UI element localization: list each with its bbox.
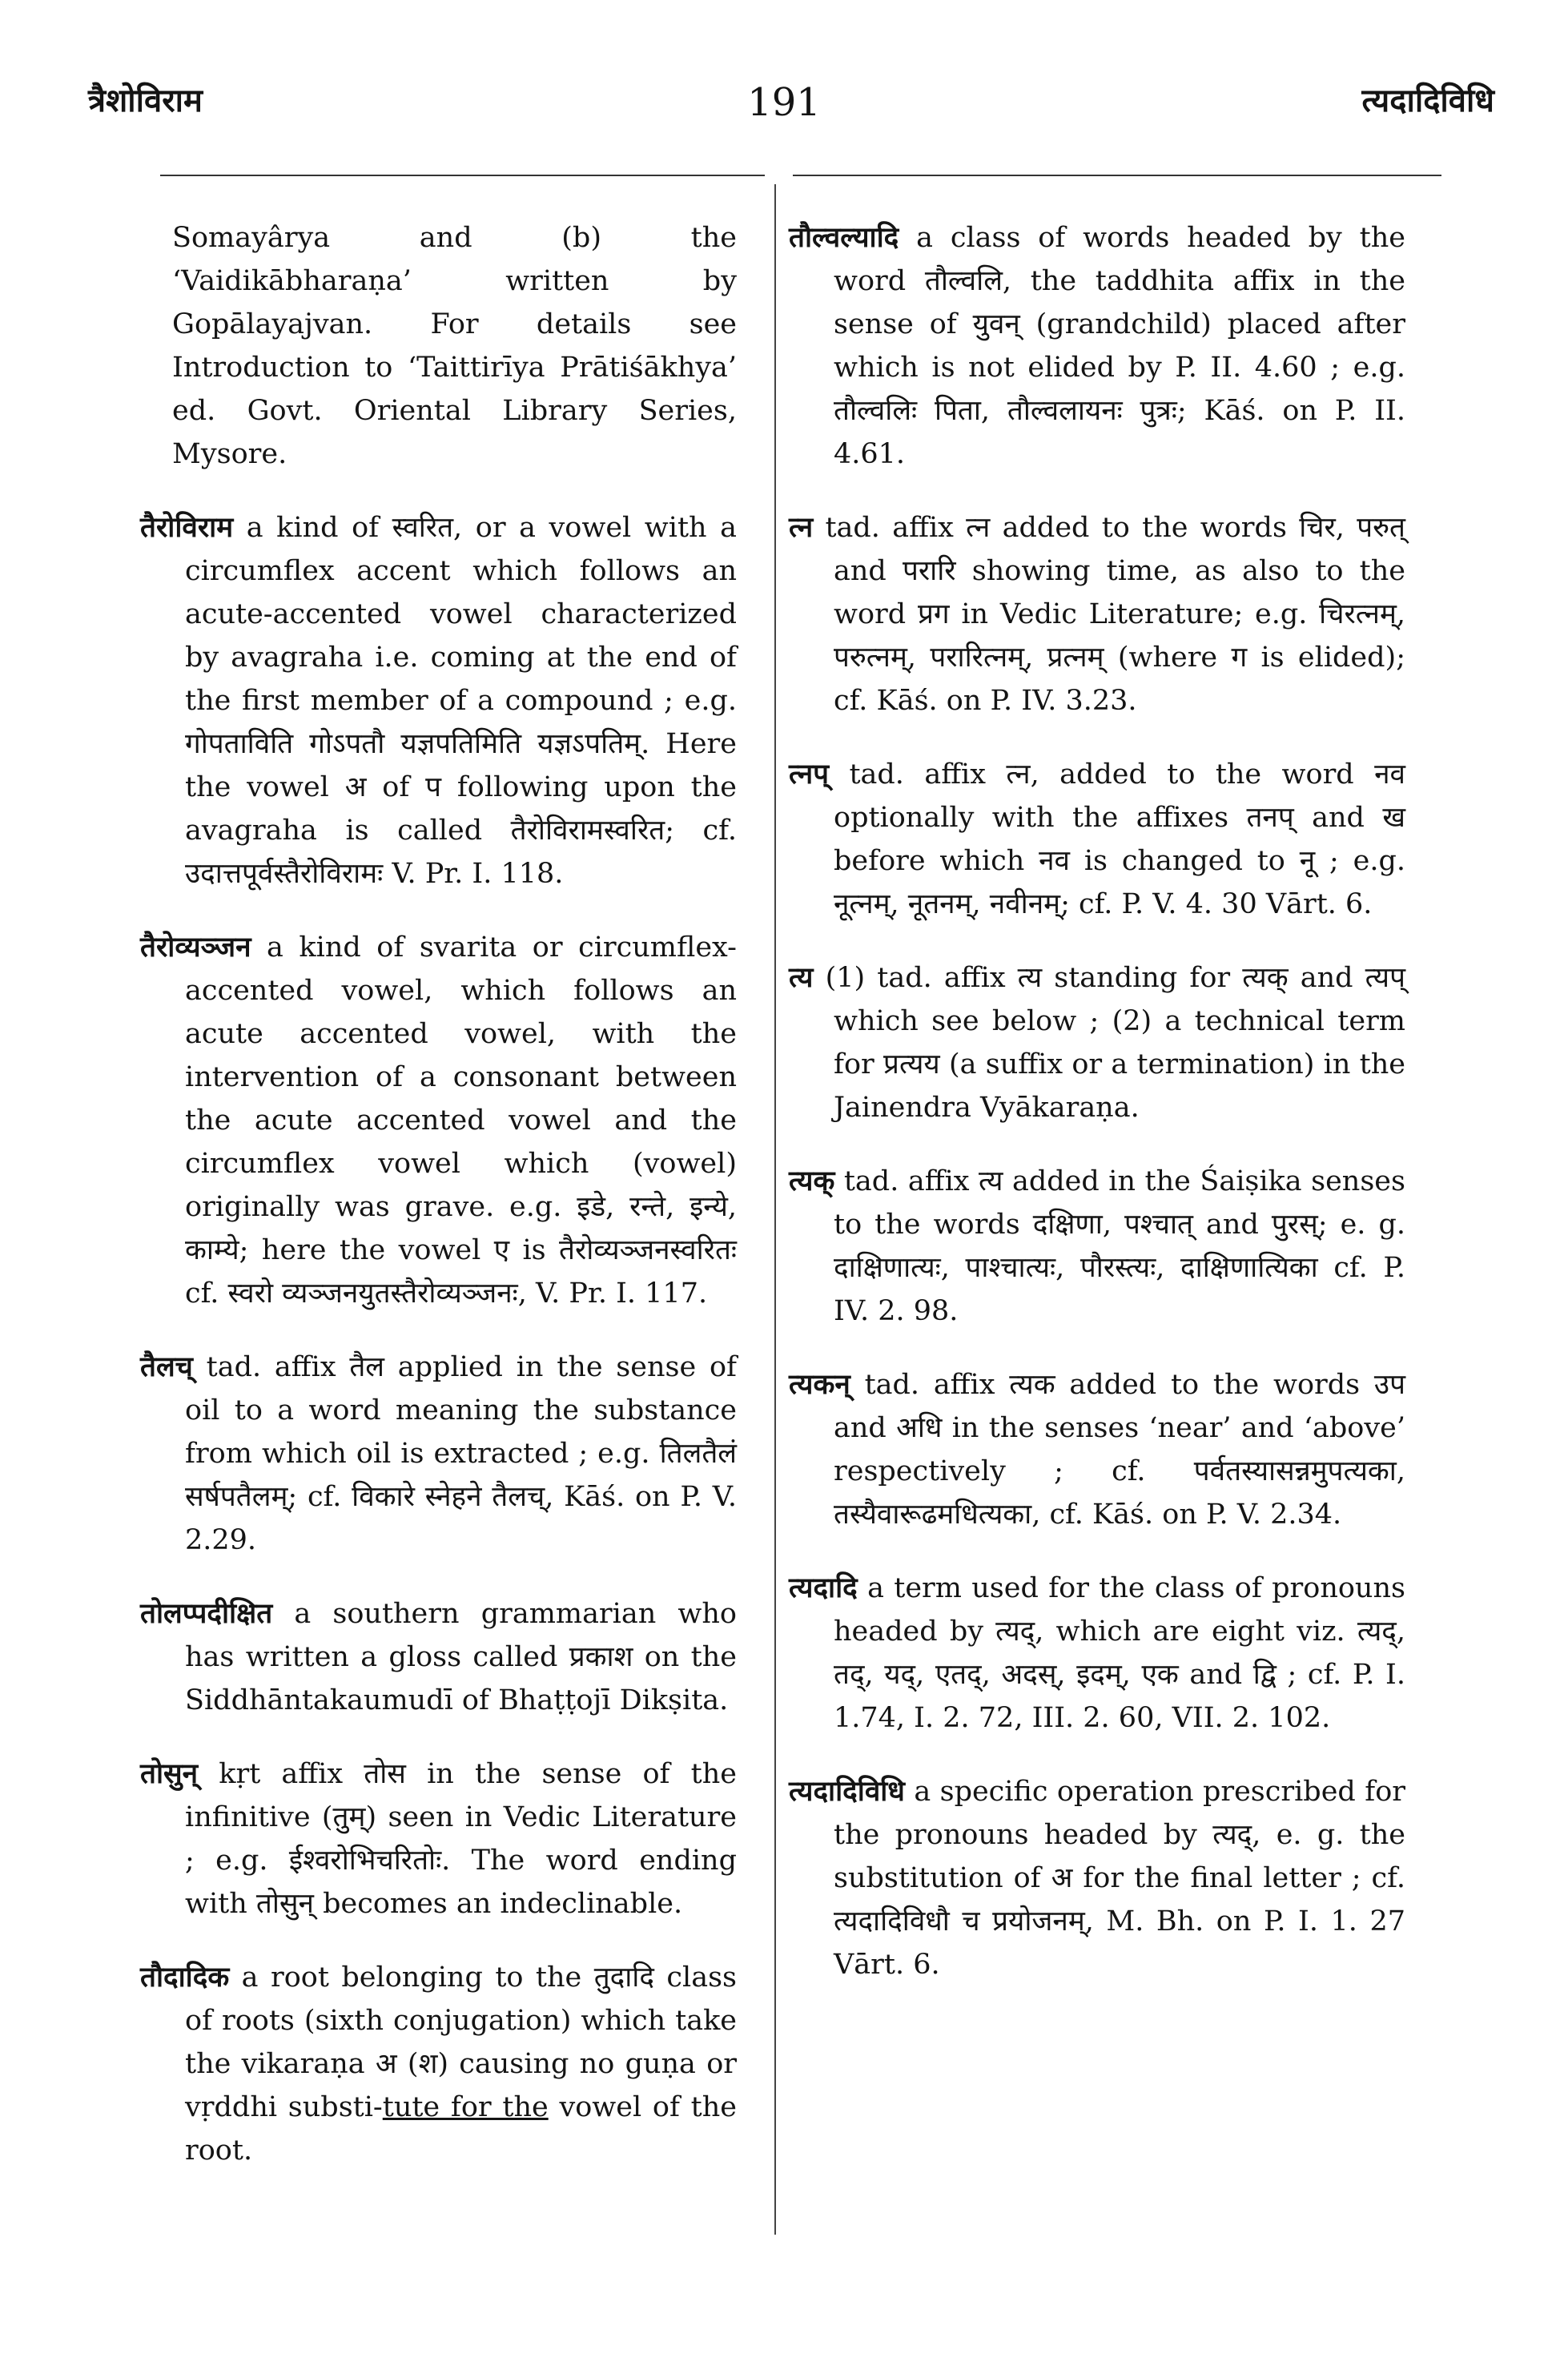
column-divider [774,184,776,2235]
entry-tna [789,506,1405,722]
entry-taulvalyadi [789,216,1405,476]
entry-tyak [789,1160,1405,1333]
headword: तैलच् [140,1350,193,1383]
headword: त्नप् [789,758,830,791]
entry-tya [789,956,1405,1129]
underlined-text: tute for the [382,2091,549,2123]
page-number: 191 [747,80,821,125]
definition: tad. affix त्न, added to the word नव optionally with the affixes तनप् and ख before which नव is changed to नू ; e.g. नूत्नम्, नूतनम्, नवीनम्; cf. P. V. 4. 30 Vārt. 6. [834,758,1405,920]
definition: tad. affix त्य added in the Śaiṣika senses to the words दक्षिणा, पश्चात् and पुरस्; e. g. दाक्षिणात्यः, पाश्चात्यः, पौरस्त्यः, दाक्षिणात्यिका cf. P. IV. 2. 98. [834,1165,1405,1327]
definition: a root belonging to the तुदादि class of roots (sixth conjugation) which take the vikaraṇa अ (श) causing no guṇa or vṛddhi substi- [185,1962,737,2123]
definition: a term used for the class of pronouns headed by त्यद्, which are eight viz. त्यद्, तद्, यद्, एतद्, अदस्, इदम्, एक and द्वि ; cf. P. I. 1.74, I. 2. 72, III. 2. 60, VII. 2. 102. [834,1572,1405,1734]
entry-tyakan [789,1363,1405,1536]
definition: tad. affix तैल applied in the sense of oil to a word meaning the substance from which oil is extracted ; e.g. तिलतैलं सर्षपतैलम्; cf. विकारे स्नेहने तैलच्, Kāś. on P. V. 2.29. [185,1351,737,1556]
entry-tosun [140,1752,737,1925]
headword: तैरोविराम [140,511,234,544]
headword: त्य [789,961,814,994]
headword: त्यक् [789,1165,835,1197]
headword: त्यकन् [789,1368,850,1401]
definition-end: vowel of the root. [185,2091,737,2167]
entry-taudadika [140,1956,737,2172]
definition: tad. affix त्यक added to the words उप and अधि in the senses ‘near’ and ‘above’ respectively ; cf. पर्वतस्यासन्नमुपत्यका, तस्यैवारूढमधित्यका, cf. Kāś. on P. V. 2.34. [834,1369,1405,1531]
entry-tairovyanjana [140,926,737,1315]
headword: तौल्वल्यादि [789,221,899,254]
entry-tairovirama [140,506,737,895]
headword: तौदादिक [140,1961,230,1994]
entry-tnap [789,753,1405,926]
running-head-right: त्यदादिविधि [1361,82,1494,119]
definition: tad. affix त्न added to the words चिर, परुत् and परारि showing time, as also to the word प्रग in Vedic Literature; e.g. चिरत्नम्, परुत्नम्, परारित्नम्, प्रत्नम् (where ग is elided); cf. Kāś. on P. IV. 3.23. [825,512,1405,717]
definition: a class of words headed by the word तौल्वलि, the taddhita affix in the sense of युवन् (grandchild) placed after which is not elided by P. II. 4.60 ; e.g. तौल्वलिः पिता, तौल्वलायनः पुत्रः; Kāś. on P. II. 4.61. [834,222,1405,470]
headword: त्यदादि [789,1571,858,1604]
definition: kṛt affix तोस in the sense of the infinitive (तुम्) seen in Vedic Literature ; e.g. ईश्वरोभिचरितोः. The word ending with तोसुन् becomes an indeclinable. [185,1758,737,1920]
left-column [140,216,737,2203]
definition: a kind of स्वरित, or a vowel with a circumflex accent which follows an acute-accented vowel characterized by avagraha i.e. coming at the end of the first member of a compound ; e.g. गोपताविति गोऽपतौ यज्ञपतिमिति यज्ञऽपतिम्. Here the vowel अ of प following upon the avagraha is called तैरोविरामस्वरित; cf. उदात्तपूर्वस्तैरोविरामः V. Pr. I. 118. [185,512,737,890]
entry-tyadadividhi [789,1770,1405,1986]
header-rule-right [793,175,1441,176]
headword: तोलप्पदीक्षित [140,1597,273,1630]
headword: तैरोव्यञ्जन [140,931,251,964]
headword: त्यदादिविधि [789,1775,905,1808]
definition: a southern grammarian who has written a gloss called प्रकाश on the Siddhāntakaumudī of Bhaṭṭojī Dikṣita. [185,1598,737,1716]
definition: (1) tad. affix त्य standing for त्यक् and त्यप् which see below ; (2) a technical term for प्रत्यय (a suffix or a termination) in the Jainendra Vyākaraṇa. [825,962,1405,1124]
entry-tolappadiksita [140,1592,737,1722]
header-rule-left [160,175,765,176]
continuation-text: Somayârya and (b) the ‘Vaidikābharaṇa’ written by Gopālayajvan. For details see Introduction to ‘Taittirīya Prātiśākhya’ ed. Govt. Oriental Library Series, Mysore. [172,222,737,470]
running-head-left: त्रैशोविराम [88,82,203,119]
right-column [789,216,1405,2017]
entry-tailac [140,1346,737,1562]
headword: त्न [789,511,814,544]
definition: a specific operation prescribed for the pronouns headed by त्यद्, e. g. the substitution of अ for the final letter ; cf. त्यदादिविधौ च प्रयोजनम्, M. Bh. on P. I. 1. 27 Vārt. 6. [834,1776,1405,1981]
headword: तोसुन् [140,1757,199,1790]
entry-tyadadi [789,1567,1405,1740]
definition: a kind of svarita or circumflex-accented vowel, which follows an acute accented vowel, with the intervention of a consonant between the acute accented vowel and the circumflex vowel which (vowel) originally was grave. e.g. इडे, रन्ते, इन्ये, काम्ये; here the vowel ए is तैरोव्यञ्जनस्वरितः cf. स्वरो व्यञ्जनयुतस्तैरोव्यञ्जनः, V. Pr. I. 117. [185,932,737,1310]
